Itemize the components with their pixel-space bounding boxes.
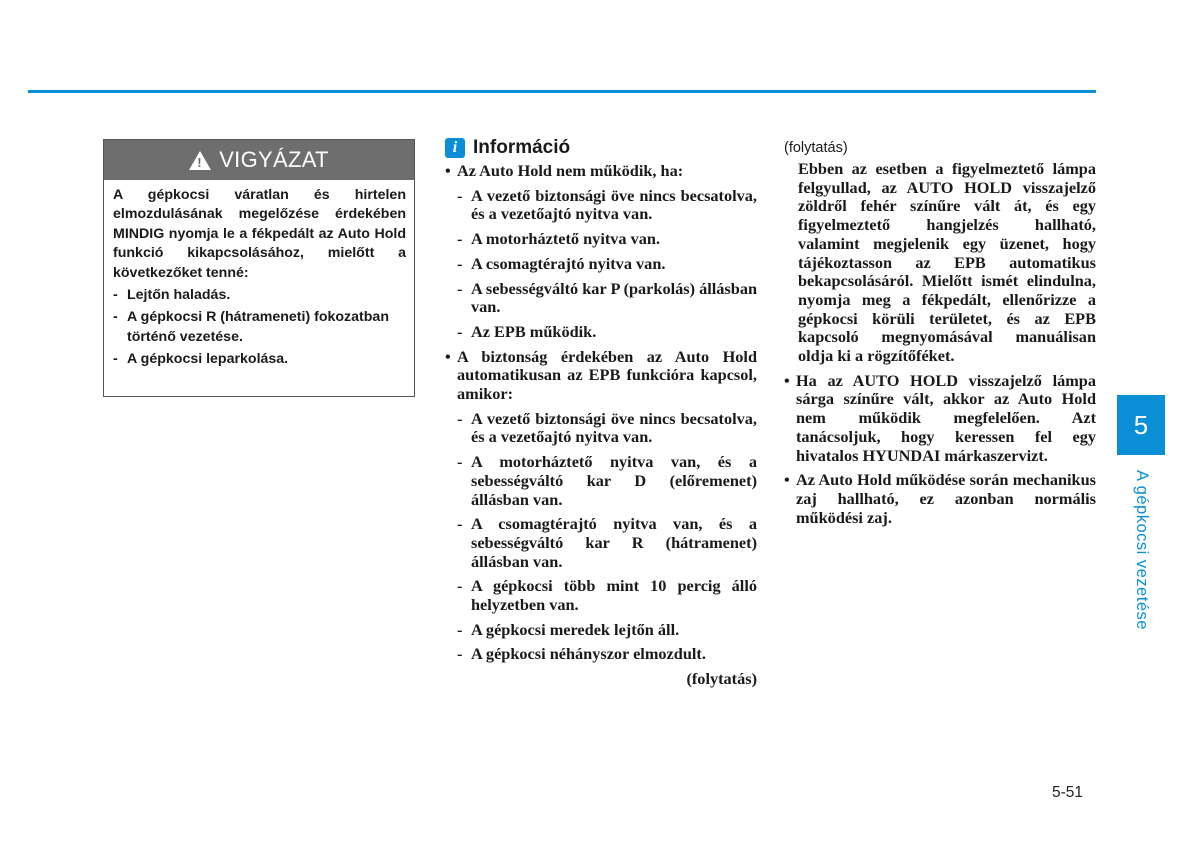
continued-label: (folytatás) xyxy=(784,140,848,156)
warning-item: - A gépkocsi R (hátrameneti) fokozatban történő vezetése. xyxy=(113,309,389,345)
warning-item: - A gépkocsi leparkolása. xyxy=(113,351,289,368)
continuation-paragraph: Ebben az esetben a figyelmeztető lámpa felgyullad, az AUTO HOLD visszajelző zöldről fehér színűre vált át, és egy figyelmeztető hangjelzés hallható, valamint megjelenik egy üzenet, hogy tájékoztasson az EPB automatikus bekapcsolásáról. Mielőtt ismét elindulna, nyomja meg a fékpedált, ellenőrizze a gépkocsi körüli területet, és az EPB kapcsoló megnyomásával manuálisan oldja ki a rögzítőféket. xyxy=(798,159,1096,366)
info-subitem: - A sebességváltó kar P (parkolás) állásban van. xyxy=(457,278,758,317)
info-subitem: - A vezető biztonsági öve nincs becsatolva, és a vezetőajtó nyitva van. xyxy=(457,408,757,447)
warning-item: - Lejtőn haladás. xyxy=(113,287,231,304)
continued-label: (folytatás) xyxy=(686,669,757,689)
chapter-label: A gépkocsi vezetése xyxy=(1133,470,1151,630)
info-subitem: - A csomagtérajtó nyitva van, és a sebességváltó kar R (hátramenet) állásban van. xyxy=(457,514,757,571)
info-subitem: - A vezető biztonsági öve nincs becsatolva, és a vezetőajtó nyitva van. xyxy=(457,185,757,224)
info-bullet: • Az Auto Hold nem működik, ha: xyxy=(445,161,684,180)
warning-title: VIGYÁZAT xyxy=(219,147,329,172)
info-title: Információ xyxy=(473,136,571,158)
info-bullet: • Ha az AUTO HOLD visszajelző lámpa sárga színűre vált, akkor az Auto Hold nem működik megfelelően. Azt tanácsoljuk, hogy keressen fel egy hivatalos HYUNDAI márkaszervizt. xyxy=(784,370,1096,465)
warning-intro: A gépkocsi váratlan és hirtelen elmozdulásának megelőzése érdekében MINDIG nyomja le a fékpedált az Auto Hold funkció kikapcsolásához, mielőtt a következőket tenné: xyxy=(113,187,406,281)
top-rule xyxy=(28,90,1096,93)
warning-header xyxy=(104,140,414,180)
info-subitem: - A gépkocsi több mint 10 percig álló helyzetben van. xyxy=(457,576,757,615)
info-bullet: • Az Auto Hold működése során mechanikus zaj hallható, ez azonban normális működési zaj. xyxy=(784,470,1096,527)
info-icon: i xyxy=(445,138,465,158)
info-header xyxy=(445,138,757,158)
chapter-tab: 5 xyxy=(1117,395,1165,455)
info-subitem: - A motorháztető nyitva van. xyxy=(457,229,661,249)
continuation-section xyxy=(784,140,1096,527)
warning-box xyxy=(103,139,415,397)
info-bullet: • A biztonság érdekében az Auto Hold automatikusan az EPB funkcióra kapcsol, amikor: xyxy=(445,346,757,404)
warning-body xyxy=(104,180,414,370)
info-section xyxy=(445,138,757,689)
info-subitem: - A gépkocsi néhányszor elmozdult. xyxy=(457,644,706,664)
warning-triangle-icon: ! xyxy=(189,151,211,170)
page-number: 5-51 xyxy=(1052,784,1084,801)
info-subitem: - Az EPB működik. xyxy=(457,321,597,341)
info-subitem: - A motorháztető nyitva van, és a sebességváltó kar D (előremenet) állásban van. xyxy=(457,452,757,509)
info-subitem: - A gépkocsi meredek lejtőn áll. xyxy=(457,619,680,639)
info-subitem: - A csomagtérajtó nyitva van. xyxy=(457,253,666,273)
